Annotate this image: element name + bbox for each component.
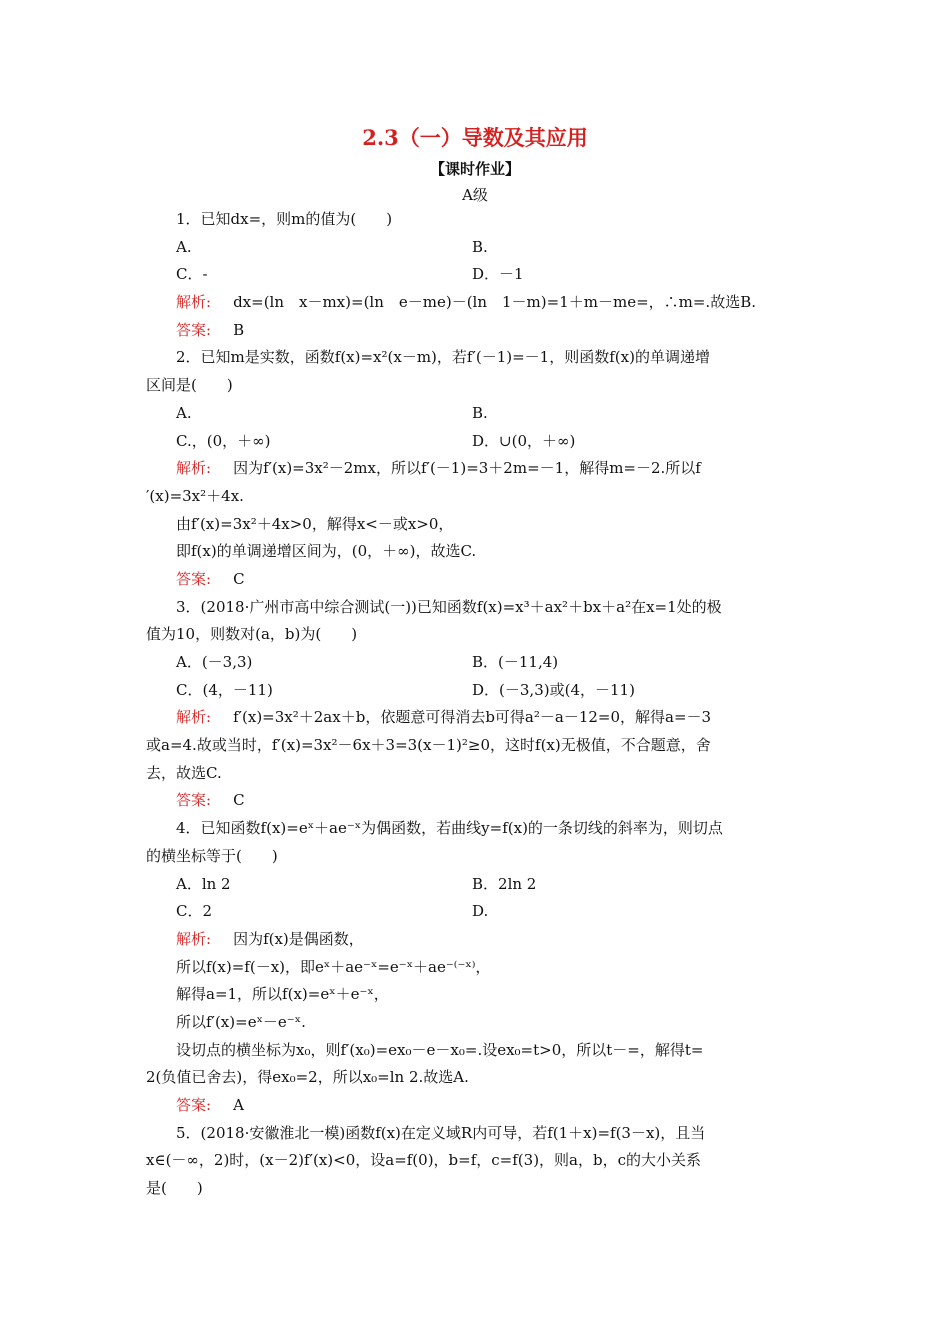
q2-option-d: D．∪(0，＋∞) xyxy=(472,431,576,450)
q3-answer xyxy=(146,787,806,815)
q2-stem-line1: 2．已知m是实数，函数f(x)=x²(x－m)，若f′(－1)=－1，则函数f(x)的单调递增 xyxy=(176,348,710,367)
q4-solution-line5: 2(负值已舍去)，得ex₀=2，所以x₀=ln 2.故选A. xyxy=(146,1068,469,1087)
q5-stem-line1: 5．(2018·安徽淮北一模)函数f(x)在定义域R内可导，若f(1＋x)=f(3－x)，且当 xyxy=(176,1123,706,1142)
q4-option-a: A．ln 2 xyxy=(176,874,231,893)
q1-analysis xyxy=(146,289,806,317)
q1-analysis-text: dx=(ln x－mx)=(ln e－me)－(ln 1－m)=1＋m－me=，∴m=.故选B. xyxy=(233,293,756,312)
q3-options-cd xyxy=(146,677,806,705)
q3-answer-text: C xyxy=(233,791,245,810)
q4-answer-text: A xyxy=(233,1096,244,1114)
q1-option-a: A. xyxy=(176,237,192,256)
analysis-label: 解析: xyxy=(176,459,212,478)
q1-options-ab xyxy=(146,234,806,262)
q1-option-d: D．－1 xyxy=(472,265,524,284)
q4-options-cd xyxy=(146,898,806,926)
q4-answer xyxy=(146,1092,806,1120)
analysis-label: 解析: xyxy=(176,708,212,727)
q3-option-a: A．(－3,3) xyxy=(176,653,253,671)
q2-analysis-line1 xyxy=(146,455,806,483)
answer-label: 答案: xyxy=(176,320,212,339)
q2-option-c: C.，(0，＋∞) xyxy=(176,431,271,450)
q2-answer xyxy=(146,566,806,594)
q2-analysis-text: 因为f′(x)=3x²－2mx，所以f′(－1)=3＋2m=－1，解得m=－2.所以f xyxy=(233,459,701,478)
analysis-label: 解析: xyxy=(176,929,212,948)
q1-stem: 1．已知dx=，则m的值为( ) xyxy=(176,210,393,228)
q4-solution-line3: 所以f′(x)=eˣ－e⁻ˣ. xyxy=(176,1012,306,1031)
q3-analysis-line3: 去，故选C. xyxy=(146,763,222,782)
q4-analysis-line1 xyxy=(146,926,806,954)
answer-label: 答案: xyxy=(176,791,212,810)
q4-stem-line2: 的横坐标等于( ) xyxy=(146,846,278,865)
q1-answer-text: B xyxy=(233,320,245,339)
q3-analysis-text: f′(x)=3x²＋2ax＋b，依题意可得消去b可得a²－a－12=0，解得a=－3 xyxy=(233,708,712,727)
q4-option-d: D. xyxy=(472,902,489,921)
q1-option-b: B. xyxy=(472,237,488,256)
q4-stem-line1: 4．已知函数f(x)=eˣ＋ae⁻ˣ为偶函数，若曲线y=f(x)的一条切线的斜率为，则切点 xyxy=(176,819,723,838)
analysis-label: 解析: xyxy=(176,293,212,312)
q4-option-b: B．2ln 2 xyxy=(472,874,537,893)
q4-solution-line1: 所以f(x)=f(－x)，即eˣ＋ae⁻ˣ=e⁻ˣ＋ae⁻⁽⁻ˣ⁾， xyxy=(176,957,491,976)
q3-analysis-line2: 或a=4.故或当时，f′(x)=3x²－6x＋3=3(x－1)²≥0，这时f(x)无极值，不合题意，舍 xyxy=(146,736,711,755)
q2-option-b: B. xyxy=(472,403,488,422)
q4-options-ab xyxy=(146,871,806,899)
q2-options-ab xyxy=(146,400,806,428)
q3-option-c: C．(4，－11) xyxy=(176,680,273,699)
q5-stem-line3: 是( ) xyxy=(146,1179,203,1198)
q2-analysis-line2: ′(x)=3x²＋4x. xyxy=(146,486,244,505)
q1-answer xyxy=(146,317,806,345)
section-subtitle: 【课时作业】 xyxy=(429,160,520,178)
question-list xyxy=(146,206,806,1203)
q2-solution-line1: 由f′(x)=3x²＋4x>0，解得x<－或x>0， xyxy=(176,514,454,533)
q2-answer-text: C xyxy=(233,569,245,588)
q4-option-c: C．2 xyxy=(176,902,213,921)
q4-solution-line4: 设切点的横坐标为x₀，则f′(x₀)=ex₀－e－x₀=.设ex₀=t>0，所以t－=，解得t= xyxy=(176,1040,704,1059)
q3-options-ab xyxy=(146,649,806,677)
q4-analysis-text: 因为f(x)是偶函数， xyxy=(233,929,364,948)
q2-option-a: A. xyxy=(176,403,192,422)
q2-solution-line2: 即f(x)的单调递增区间为，(0，＋∞)，故选C. xyxy=(176,542,477,561)
q3-option-d: D．(－3,3)或(4，－11) xyxy=(472,680,635,699)
q1-options-cd xyxy=(146,261,806,289)
q3-stem-line1: 3．(2018·广州市高中综合测试(一))已知函数f(x)=x³＋ax²＋bx＋a²在x=1处的极 xyxy=(176,597,722,616)
q2-options-cd xyxy=(146,428,806,456)
answer-label: 答案: xyxy=(176,1096,212,1114)
level-heading: A级 xyxy=(462,186,488,204)
q1-option-c: C．- xyxy=(176,265,208,284)
answer-label: 答案: xyxy=(176,569,212,588)
page-title: 2.3（一）导数及其应用 xyxy=(362,125,588,150)
q2-stem-line2: 区间是( ) xyxy=(146,376,233,395)
q3-analysis-line1 xyxy=(146,704,806,732)
q3-option-b: B．(－11,4) xyxy=(472,653,559,671)
q4-solution-line2: 解得a=1，所以f(x)=eˣ＋e⁻ˣ， xyxy=(176,985,389,1004)
q3-stem-line2: 值为10，则数对(a，b)为( ) xyxy=(146,625,358,644)
q5-stem-line2: x∈(－∞，2)时，(x－2)f′(x)<0，设a=f(0)，b=f，c=f(3)，则a，b，c的大小关系 xyxy=(146,1151,701,1170)
